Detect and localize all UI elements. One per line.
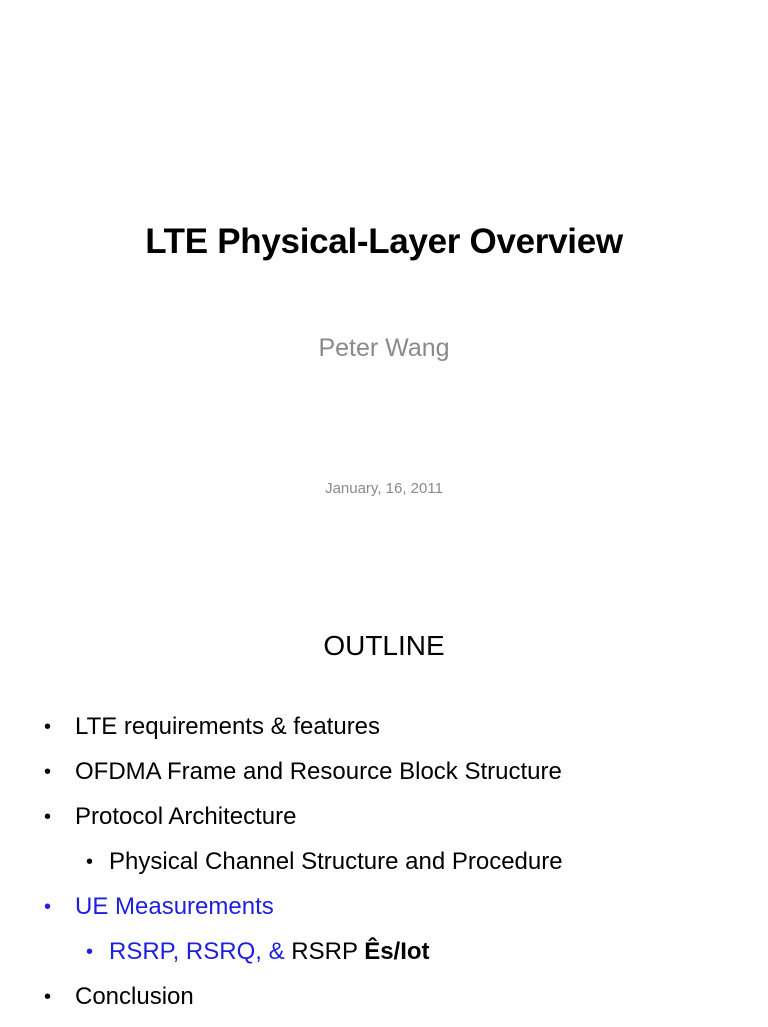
list-item-text-bold: Ês/Iot bbox=[364, 938, 430, 965]
list-item-text: Protocol Architecture bbox=[75, 803, 297, 830]
list-item-text-plain: RSRP bbox=[291, 938, 365, 965]
bullet-icon: • bbox=[44, 986, 52, 1008]
bullet-icon: • bbox=[44, 896, 52, 918]
bullet-icon: • bbox=[44, 716, 52, 738]
author-name: Peter Wang bbox=[318, 334, 450, 362]
bullet-icon: • bbox=[86, 941, 94, 963]
list-item-text: LTE requirements & features bbox=[75, 713, 381, 740]
outline-slide bbox=[0, 600, 768, 1024]
list-item-text-blue: RSRP, RSRQ, & bbox=[109, 938, 292, 965]
list-item-highlighted bbox=[0, 892, 768, 937]
bullet-icon: • bbox=[44, 806, 52, 828]
list-item-text bbox=[109, 937, 430, 967]
list-item bbox=[0, 802, 768, 847]
list-item bbox=[0, 982, 768, 1027]
presentation-date: January, 16, 2011 bbox=[325, 480, 443, 497]
list-item-text: OFDMA Frame and Resource Block Structure bbox=[75, 758, 562, 785]
list-item bbox=[0, 712, 768, 757]
list-item-text: Conclusion bbox=[75, 983, 194, 1010]
bullet-icon: • bbox=[86, 851, 94, 873]
list-item-highlighted bbox=[0, 937, 768, 982]
outline-heading: OUTLINE bbox=[323, 630, 445, 661]
list-item bbox=[0, 847, 768, 892]
list-item-text: Physical Channel Structure and Procedure bbox=[109, 848, 563, 875]
bullet-icon: • bbox=[44, 761, 52, 783]
list-item bbox=[0, 757, 768, 802]
list-item-text: UE Measurements bbox=[75, 893, 274, 920]
presentation-title: LTE Physical-Layer Overview bbox=[145, 222, 623, 261]
outline-list bbox=[0, 712, 768, 1027]
